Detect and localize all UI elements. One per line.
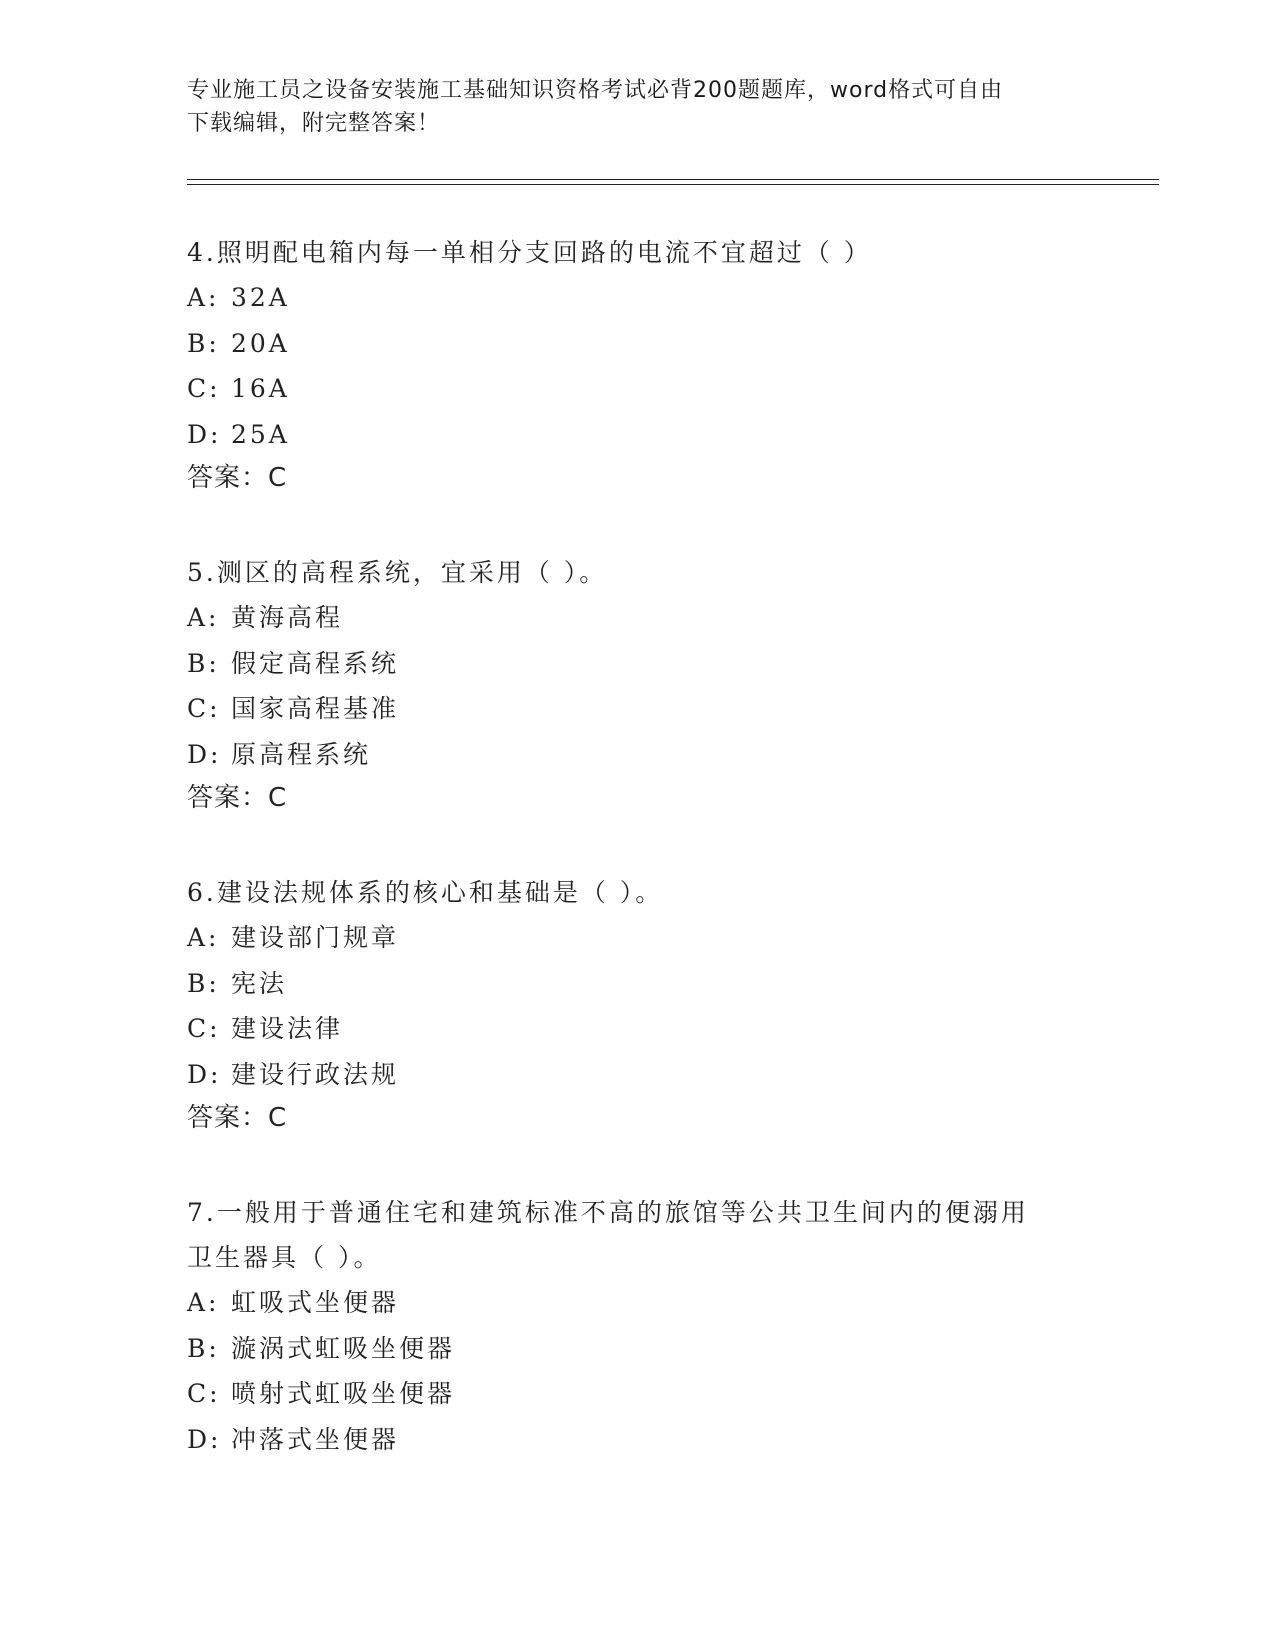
question-7 — [187, 1190, 1087, 1462]
option-text: 原高程系统 — [231, 739, 372, 769]
option-text: 建设行政法规 — [231, 1059, 400, 1089]
option-b — [187, 1326, 1087, 1372]
option-letter: D: — [187, 419, 222, 449]
option-d — [187, 1417, 1087, 1463]
question-stem: 5.测区的高程系统，宜采用（ ）。 — [187, 558, 608, 587]
option-letter: C: — [187, 1014, 221, 1043]
option-letter: A: — [187, 283, 220, 312]
option-a — [187, 1280, 1087, 1326]
option-c — [187, 366, 1087, 412]
option-letter: B: — [187, 648, 220, 678]
option-letter: D: — [187, 1059, 222, 1089]
option-b — [187, 641, 1087, 687]
option-text: 宪法 — [231, 968, 288, 998]
option-d — [187, 1052, 1087, 1098]
answer-label: 答案：C — [187, 783, 288, 813]
option-letter: B: — [187, 328, 220, 358]
option-a — [187, 275, 1087, 321]
option-text: 建设法律 — [231, 1014, 344, 1043]
question-5 — [187, 550, 1087, 819]
header-line-2: 下载编辑，附完整答案！ — [187, 111, 441, 136]
option-text: 冲落式坐便器 — [231, 1424, 400, 1454]
option-d — [187, 412, 1087, 458]
option-a — [187, 915, 1087, 961]
option-c — [187, 1371, 1087, 1417]
option-b — [187, 321, 1087, 367]
answer-label: 答案：C — [187, 463, 288, 493]
option-c — [187, 1006, 1087, 1052]
option-text: 建设部门规章 — [231, 923, 400, 952]
question-4 — [187, 230, 1087, 499]
option-text: 漩涡式虹吸坐便器 — [231, 1333, 456, 1363]
header-divider-bottom — [187, 184, 1159, 185]
option-d — [187, 732, 1087, 778]
question-stem-line-1: 7.一般用于普通住宅和建筑标准不高的旅馆等公共卫生间内的便溺用 — [187, 1198, 1029, 1227]
document-header — [187, 74, 1067, 140]
option-text: 32A — [231, 283, 290, 312]
option-text: 黄海高程 — [231, 603, 344, 632]
option-text: 喷射式虹吸坐便器 — [231, 1379, 456, 1408]
option-text: 假定高程系统 — [231, 648, 400, 678]
option-letter: C: — [187, 694, 221, 723]
option-letter: A: — [187, 603, 220, 632]
option-text: 25A — [231, 419, 290, 449]
question-6 — [187, 870, 1087, 1139]
option-text: 20A — [231, 328, 290, 358]
option-letter: C: — [187, 1379, 221, 1408]
option-letter: C: — [187, 374, 221, 403]
answer-label: 答案：C — [187, 1103, 288, 1133]
option-letter: D: — [187, 1424, 222, 1454]
option-letter: A: — [187, 1288, 220, 1317]
option-text: 国家高程基准 — [231, 694, 400, 723]
option-letter: B: — [187, 1333, 220, 1363]
header-divider-top — [187, 179, 1159, 180]
option-letter: A: — [187, 923, 220, 952]
header-line-1: 专业施工员之设备安装施工基础知识资格考试必背200题题库，word格式可自由 — [187, 78, 1004, 103]
option-text: 16A — [231, 374, 290, 403]
question-stem: 6.建设法规体系的核心和基础是（ ）。 — [187, 878, 664, 907]
option-c — [187, 686, 1087, 732]
option-b — [187, 961, 1087, 1007]
option-letter: D: — [187, 739, 222, 769]
question-stem-line-2: 卫生器具（ ）。 — [187, 1243, 382, 1272]
option-text: 虹吸式坐便器 — [231, 1288, 400, 1317]
option-letter: B: — [187, 968, 220, 998]
option-a — [187, 595, 1087, 641]
question-stem: 4.照明配电箱内每一单相分支回路的电流不宜超过（ ） — [187, 238, 872, 267]
